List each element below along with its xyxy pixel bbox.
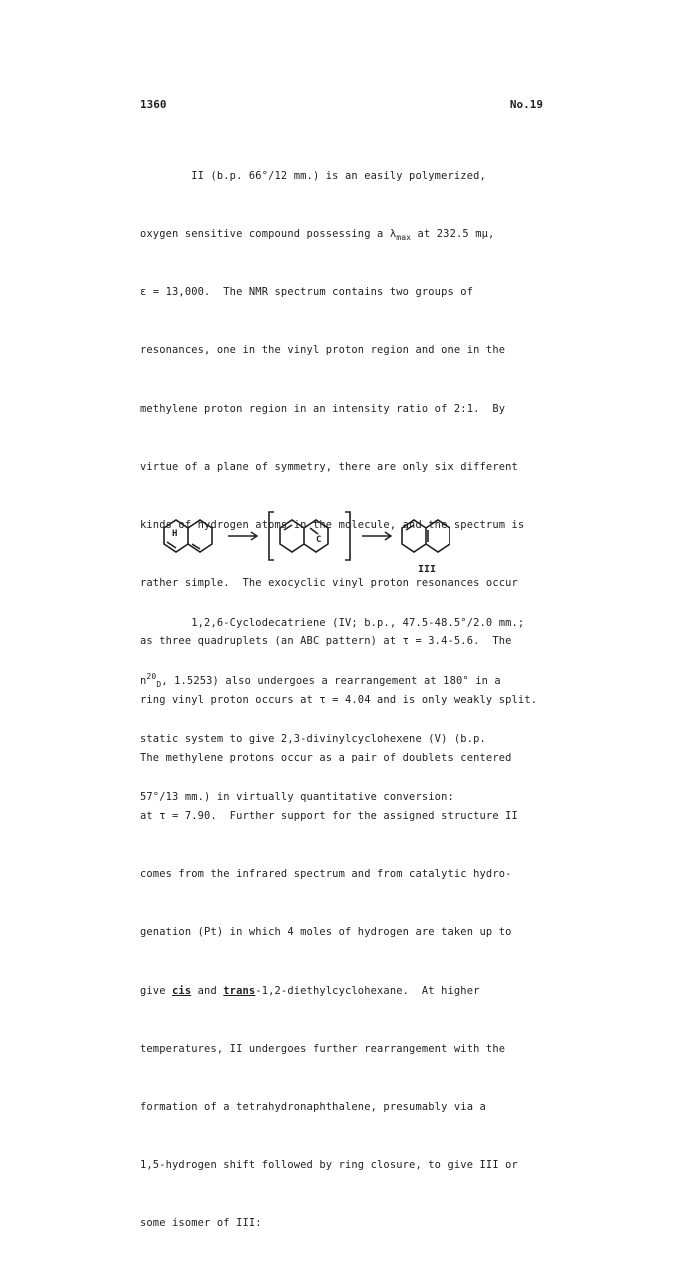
text-line: resonances, one in the vinyl proton region and one in the bbox=[140, 344, 506, 357]
text-line: 57°/13 mm.) in virtually quantitative conversion: bbox=[140, 791, 454, 804]
text-line bbox=[140, 672, 545, 691]
text-line-part: and bbox=[191, 984, 224, 997]
reaction-scheme-svg bbox=[150, 500, 450, 580]
text-line-part: n bbox=[140, 675, 147, 688]
text-line: some isomer of III: bbox=[140, 1217, 262, 1230]
text-line-part: give bbox=[140, 984, 173, 997]
cis-term: cis bbox=[172, 984, 192, 997]
text-line: comes from the infrared spectrum and from catalytic hydro- bbox=[140, 868, 512, 881]
intermediate-bracket bbox=[269, 512, 350, 560]
paragraph-2 bbox=[140, 575, 545, 847]
text-line: formation of a tetrahydronaphthalene, presumably via a bbox=[140, 1101, 486, 1114]
structure-iii bbox=[402, 520, 450, 552]
refractive-index-temp: 20 bbox=[146, 672, 157, 682]
text-line-part: at 232.5 mμ, bbox=[411, 228, 495, 241]
text-line: 1,2,6-Cyclodecatriene (IV; b.p., 47.5-48.5°/2.0 mm.; bbox=[140, 616, 525, 629]
text-line: ε = 13,000. The NMR spectrum contains two groups of bbox=[140, 286, 474, 299]
text-line bbox=[140, 982, 545, 1001]
text-line bbox=[140, 225, 545, 244]
text-line: genation (Pt) in which 4 moles of hydrogen are taken up to bbox=[140, 926, 512, 939]
page-number: 1360 bbox=[140, 98, 167, 111]
text-line: static system to give 2,3-divinylcyclohexene (V) (b.p. bbox=[140, 733, 486, 746]
text-line: at τ = 7.90. Further support for the assigned structure II bbox=[140, 810, 518, 823]
text-line: kinds of hydrogen atoms in the molecule, and the spectrum is bbox=[140, 519, 525, 532]
reaction-scheme bbox=[150, 500, 450, 580]
reaction-arrow-1 bbox=[228, 532, 257, 540]
text-line: virtue of a plane of symmetry, there are only six different bbox=[140, 460, 518, 473]
refractive-index-line: D bbox=[156, 680, 162, 690]
text-line: 1,5-hydrogen shift followed by ring closure, to give III or bbox=[140, 1159, 518, 1172]
c-atom-label: C bbox=[316, 535, 322, 545]
text-line-part: , 1.5253) also undergoes a rearrangement at 180° in a bbox=[161, 675, 501, 688]
issue-number: No.19 bbox=[509, 98, 543, 111]
text-line: methylene proton region in an intensity ratio of 2:1. By bbox=[140, 402, 506, 415]
text-line: ring vinyl proton occurs at τ = 4.04 and is only weakly split. bbox=[140, 693, 538, 706]
reaction-arrow-2 bbox=[362, 532, 391, 540]
text-line-part: -1,2-diethylcyclohexane. At higher bbox=[255, 984, 480, 997]
text-line: II (b.p. 66°/12 mm.) is an easily polymerized, bbox=[140, 169, 486, 182]
lambda-subscript: max bbox=[396, 233, 412, 243]
trans-term: trans bbox=[223, 984, 256, 997]
h-atom-label: H bbox=[172, 529, 178, 539]
text-line: as three quadruplets (an ABC pattern) at τ = 3.4-5.6. The bbox=[140, 635, 512, 648]
text-line: The methylene protons occur as a pair of doublets centered bbox=[140, 751, 512, 764]
compound-iii-label: III bbox=[418, 564, 437, 575]
text-line: rather simple. The exocyclic vinyl proton resonances occur bbox=[140, 577, 518, 590]
text-line-part: oxygen sensitive compound possessing a λ bbox=[140, 228, 397, 241]
text-line: temperatures, II undergoes further rearrangement with the bbox=[140, 1042, 506, 1055]
